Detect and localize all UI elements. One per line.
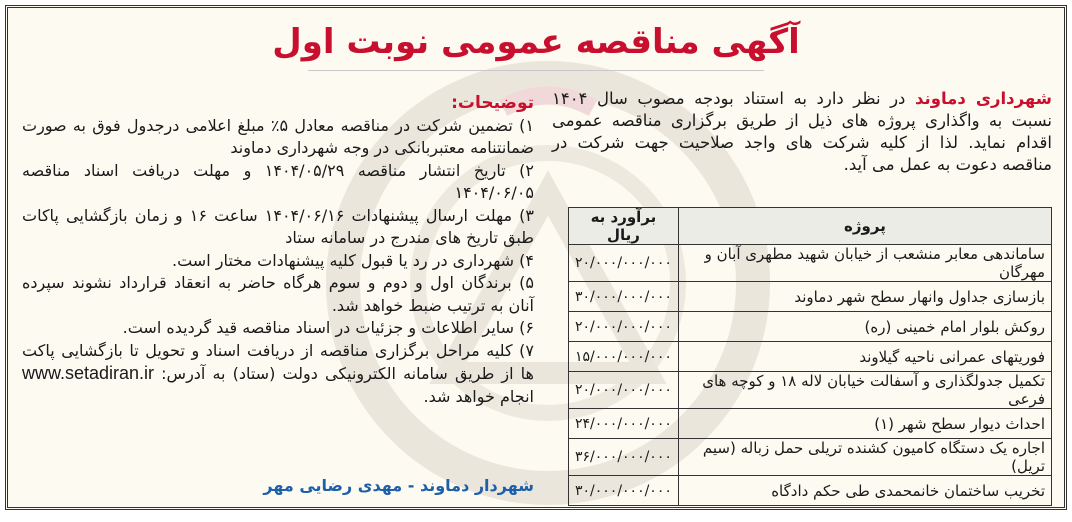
- project-amount: ۲۰/۰۰۰/۰۰۰/۰۰۰: [569, 245, 679, 282]
- title-divider: [308, 70, 764, 71]
- organization-name: شهرداری دماوند: [914, 89, 1053, 108]
- note-item: [22, 340, 534, 409]
- notes-title: توضیحات:: [451, 93, 534, 113]
- project-name: فوریتهای عمرانی ناحیه گیلاوند: [678, 342, 1051, 372]
- table-row: [569, 409, 1052, 439]
- note-item: ۲) تاریخ انتشار مناقصه ۱۴۰۴/۰۵/۲۹ و مهلت دریافت اسناد مناقصه ۱۴۰۴/۰۶/۰۵: [22, 160, 534, 202]
- project-amount: ۲۴/۰۰۰/۰۰۰/۰۰۰: [569, 409, 679, 439]
- notes-block: [22, 92, 534, 408]
- project-amount: ۳۶/۰۰۰/۰۰۰/۰۰۰: [569, 439, 679, 476]
- table-row: [569, 372, 1052, 409]
- header-amount: برآورد به ریال: [569, 208, 679, 245]
- note-item: ۱) تضمین شرکت در مناقصه معادل ۵٪ مبلغ اعلامی درجدول فوق به صورت ضمانتنامه معتبربانکی در وجه شهرداری دماوند: [22, 115, 534, 157]
- projects-table: [568, 207, 1052, 506]
- url-suffix: انجام خواهد شد.: [423, 386, 534, 406]
- note-item: ۶) سایر اطلاعات و جزئیات در اسناد مناقصه قید گردیده است.: [122, 318, 534, 337]
- project-name: اجاره یک دستگاه کامیون کشنده تریلی حمل زباله (سیم تریل): [678, 439, 1051, 476]
- setad-url-link[interactable]: www.setadiran.ir: [22, 363, 155, 383]
- table-row: [569, 312, 1052, 342]
- note-item-text: ۷) کلیه مراحل برگزاری مناقصه از دریافت اسناد و تحویل تا بازگشایی پاکت ها از طریق سامانه الکترونیکی دولت (ستاد) به آدرس:: [22, 340, 534, 383]
- project-name: بازسازی جداول وانهار سطح شهر دماوند: [678, 282, 1051, 312]
- project-name: تخریب ساختمان خانمحمدی طی حکم دادگاه: [678, 476, 1051, 506]
- table-row: [569, 282, 1052, 312]
- table-row: [569, 439, 1052, 476]
- note-item: ۵) برندگان اول و دوم و سوم هرگاه حاضر به انعقاد قرارداد نشوند سپرده آنان به ترتیب ضبط خواهد شد.: [22, 273, 534, 315]
- note-item: ۴) شهرداری در رد یا قبول کلیه پیشنهادات مختار است.: [172, 250, 534, 270]
- table-row: [569, 476, 1052, 506]
- note-item: ۳) مهلت ارسال پیشنهادات ۱۴۰۴/۰۶/۱۶ ساعت ۱۶ و زمان بازگشایی پاکات طبق تاریخ های مندرج در سامانه ستاد: [22, 205, 535, 247]
- project-amount: ۳۰/۰۰۰/۰۰۰/۰۰۰: [569, 476, 679, 506]
- intro-text: در نظر دارد به استناد بودجه مصوب سال ۱۴۰۴ نسبت به واگذاری پروژه های ذیل از طریق برگزاری مناقصه عمومی اقدام نماید. لذا از کلیه شرکت های واجد صلاحیت جهت شرکت در مناقصه دعوت به عمل می آید.: [552, 89, 1052, 174]
- notice-title: آگهی مناقصه عمومی نوبت اول: [272, 22, 800, 62]
- project-name: احداث دیوار سطح شهر (۱): [678, 409, 1051, 439]
- table-header-row: [569, 208, 1052, 245]
- intro-paragraph: [552, 88, 1052, 176]
- project-amount: ۲۰/۰۰۰/۰۰۰/۰۰۰: [569, 372, 679, 409]
- header-project: پروژه: [678, 208, 1051, 245]
- project-name: روکش بلوار امام خمینی (ره): [678, 312, 1051, 342]
- table-row: [569, 342, 1052, 372]
- project-name: تکمیل جدولگذاری و آسفالت خیابان لاله ۱۸ و کوچه های فرعی: [678, 372, 1051, 409]
- project-name: ساماندهی معابر منشعب از خیابان شهید مطهری آبان و مهرگان: [678, 245, 1051, 282]
- mayor-signature: شهردار دماوند - مهدی رضایی مهر: [263, 476, 534, 495]
- tender-notice: [5, 5, 1067, 510]
- project-amount: ۲۰/۰۰۰/۰۰۰/۰۰۰: [569, 312, 679, 342]
- table-row: [569, 245, 1052, 282]
- project-amount: ۳۰/۰۰۰/۰۰۰/۰۰۰: [569, 282, 679, 312]
- project-amount: ۱۵/۰۰۰/۰۰۰/۰۰۰: [569, 342, 679, 372]
- intro-block: [552, 88, 1052, 176]
